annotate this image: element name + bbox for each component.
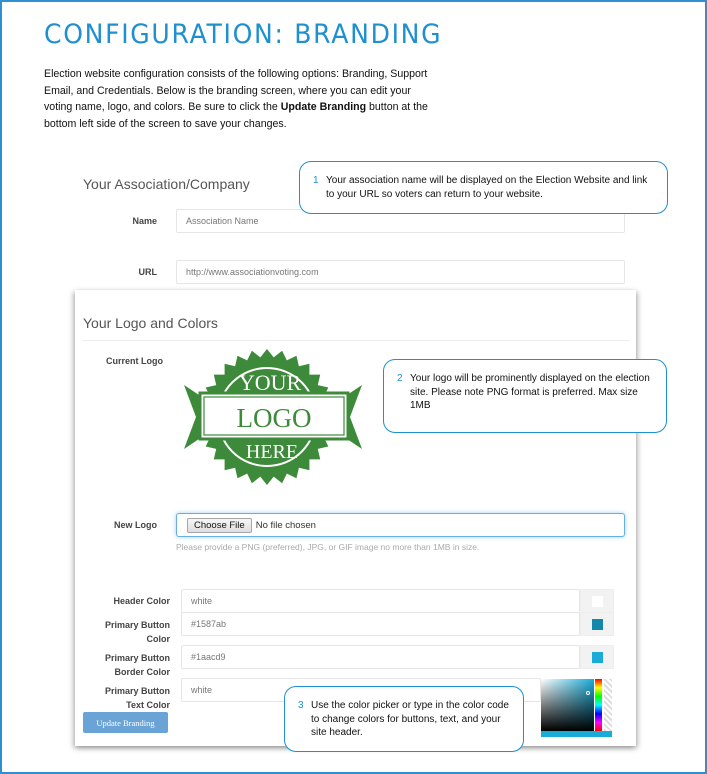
logo-help-text: Please provide a PNG (preferred), JPG, or GIF image no more than 1MB in size.: [176, 542, 480, 552]
border-color-swatch-button[interactable]: [580, 645, 614, 669]
new-logo-label: New Logo: [114, 520, 157, 530]
color-picker-preview: [541, 731, 612, 737]
name-label: Name: [132, 216, 157, 226]
intro-text-1: Election website configuration consists of the following options: Branding, Support Email, and Credentials. Below is the branding screen, where you can edit your voting name, logo, and colors. Be sure to click the: [44, 68, 428, 113]
intro-text-2: button at the bottom left side of the screen to save your changes.: [44, 101, 428, 130]
logo-placeholder-image: [180, 345, 366, 485]
color-picker-alpha-slider[interactable]: [604, 679, 612, 731]
callout-2-text: Your logo will be prominently displayed on the election site. Please note PNG format is preferred. Max size 1MB: [410, 373, 650, 411]
text-color-value: white: [191, 685, 213, 695]
callout-3: [284, 686, 524, 752]
callout-1: [299, 161, 668, 214]
logo-colors-heading: Your Logo and Colors: [83, 315, 218, 331]
callout-2-number: 2: [397, 373, 403, 384]
file-input[interactable]: [176, 513, 625, 537]
current-logo-label: Current Logo: [106, 356, 163, 366]
url-input[interactable]: [176, 260, 625, 284]
border-color-input[interactable]: [181, 645, 580, 669]
color-picker-saturation-area[interactable]: [541, 679, 594, 731]
header-color-swatch: [592, 596, 603, 607]
intro-bold: Update Branding: [280, 101, 367, 113]
border-color-label-line1: Primary Button: [104, 653, 170, 663]
primary-button-swatch-button[interactable]: [580, 612, 614, 636]
color-picker-hue-slider[interactable]: [595, 679, 602, 731]
header-color-swatch-button[interactable]: [580, 589, 614, 613]
callout-1-number: 1: [313, 175, 319, 186]
primary-button-swatch: [592, 619, 603, 630]
border-color-label: [88, 652, 170, 679]
callout-3-text: Use the color picker or type in the color code to change colors for buttons, text, and your site header.: [311, 700, 509, 738]
section-divider: [82, 340, 630, 341]
color-picker[interactable]: [541, 679, 612, 737]
primary-button-color-label-line2: Color: [146, 633, 170, 644]
callout-3-number: 3: [298, 700, 304, 711]
callout-1-text: Your association name will be displayed on the Election Website and link to your URL so voters can return to your website.: [326, 175, 648, 200]
intro-paragraph: [44, 66, 429, 132]
text-color-label-line2: Text Color: [126, 699, 170, 710]
border-color-value: #1aacd9: [191, 652, 226, 662]
text-color-label: [88, 685, 170, 712]
text-color-label-line1: Primary Button: [104, 686, 170, 696]
file-status-text: No file chosen: [255, 519, 316, 531]
color-picker-cursor[interactable]: [586, 691, 590, 695]
logo-text-middle: LOGO: [236, 403, 312, 433]
primary-button-color-label-line1: Primary Button: [104, 620, 170, 630]
logo-text-bottom: HERE: [245, 441, 299, 463]
url-label: URL: [138, 267, 157, 277]
border-color-swatch: [592, 652, 603, 663]
logo-text-top: YOUR: [238, 370, 302, 395]
header-color-label: Header Color: [113, 596, 170, 606]
primary-button-color-input[interactable]: [181, 612, 580, 636]
choose-file-button[interactable]: Choose File: [187, 518, 252, 533]
header-color-input[interactable]: [181, 589, 580, 613]
border-color-label-line2: Border Color: [114, 666, 170, 677]
header-color-value: white: [191, 596, 213, 606]
association-heading: Your Association/Company: [83, 176, 250, 192]
page-title: CONFIGURATION: BRANDING: [44, 19, 443, 50]
callout-2: [383, 359, 667, 433]
name-placeholder: Association Name: [186, 216, 259, 226]
update-branding-button[interactable]: Update Branding: [83, 712, 168, 733]
url-placeholder: http://www.associationvoting.com: [186, 267, 319, 277]
primary-button-color-value: #1587ab: [191, 619, 227, 629]
primary-button-color-label: [88, 619, 170, 646]
